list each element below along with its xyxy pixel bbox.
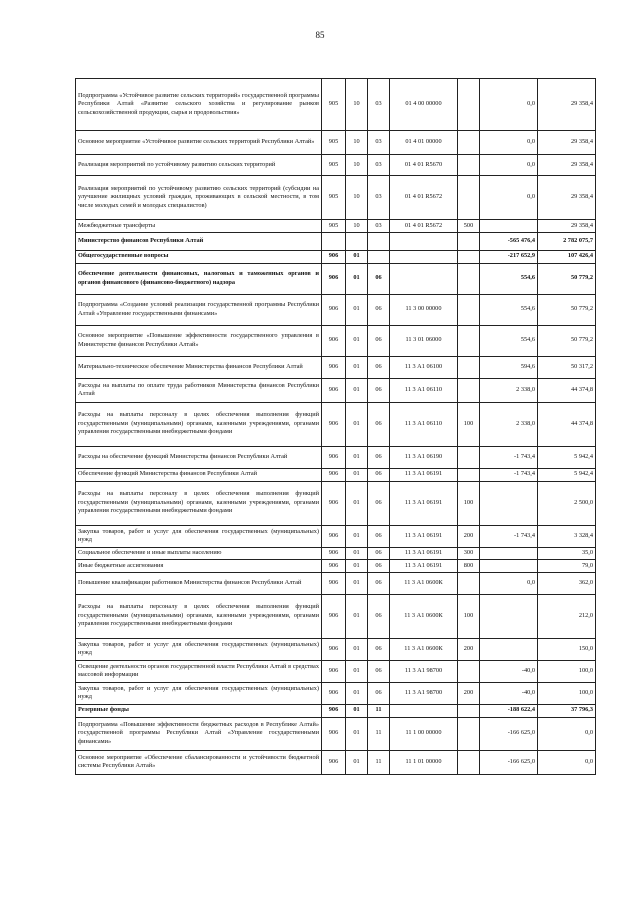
row-section-code-cell: [346, 232, 368, 250]
row-total-amount-cell: 29 358,4: [538, 220, 596, 233]
row-section-code-cell: 10: [346, 155, 368, 176]
row-department-code-cell: 906: [322, 560, 346, 573]
row-section-code-cell: 01: [346, 481, 368, 525]
row-department-code-cell: 906: [322, 263, 346, 294]
table-row: [76, 155, 596, 176]
row-change-amount-cell: -1 743,4: [480, 468, 538, 481]
row-target-item-cell: 11 3 А1 06100: [390, 356, 458, 378]
table-row: [76, 79, 596, 131]
row-change-amount-cell: 0,0: [480, 131, 538, 155]
row-subsection-code-cell: 06: [368, 378, 390, 402]
row-name-cell: Основное мероприятие «Повышение эффективности государственного управления в Министерстве финансов Республики Алтай»: [76, 325, 322, 356]
row-total-amount-cell: 5 942,4: [538, 468, 596, 481]
row-expense-type-cell: 100: [458, 402, 480, 446]
row-department-code-cell: [322, 232, 346, 250]
row-department-code-cell: 906: [322, 481, 346, 525]
row-target-item-cell: 11 1 00 00000: [390, 717, 458, 750]
row-department-code-cell: 906: [322, 750, 346, 774]
row-change-amount-cell: -40,0: [480, 660, 538, 682]
table-row: [76, 325, 596, 356]
table-row: [76, 402, 596, 446]
row-name-cell: Повышение квалификации работников Министерства финансов Республики Алтай: [76, 572, 322, 594]
row-name-cell: Закупка товаров, работ и услуг для обеспечения государственных (муниципальных) нужд: [76, 682, 322, 704]
row-subsection-code-cell: [368, 232, 390, 250]
table-row: [76, 250, 596, 263]
row-change-amount-cell: 2 338,0: [480, 378, 538, 402]
row-name-cell: Расходы на выплаты персоналу в целях обеспечения выполнения функций государственными (муниципальными) органами, казенными учреждениями, органами управления государственными внебюджетными фондами: [76, 594, 322, 638]
row-target-item-cell: [390, 250, 458, 263]
row-expense-type-cell: [458, 750, 480, 774]
row-department-code-cell: 906: [322, 402, 346, 446]
row-total-amount-cell: 29 358,4: [538, 131, 596, 155]
row-subsection-code-cell: 11: [368, 704, 390, 717]
row-department-code-cell: 906: [322, 717, 346, 750]
table-row: [76, 263, 596, 294]
row-target-item-cell: 11 3 А1 06190: [390, 446, 458, 468]
row-subsection-code-cell: 11: [368, 750, 390, 774]
row-total-amount-cell: 5 942,4: [538, 446, 596, 468]
row-name-cell: Подпрограмма «Создание условий реализации государственной программы Республики Алтай «Управление государственными финансами»: [76, 294, 322, 325]
row-target-item-cell: 11 3 А1 06191: [390, 547, 458, 560]
row-subsection-code-cell: 06: [368, 325, 390, 356]
table-row: [76, 446, 596, 468]
row-total-amount-cell: 150,0: [538, 638, 596, 660]
row-total-amount-cell: 362,0: [538, 572, 596, 594]
row-section-code-cell: 10: [346, 220, 368, 233]
row-subsection-code-cell: 06: [368, 446, 390, 468]
row-target-item-cell: 11 3 А1 98700: [390, 682, 458, 704]
row-change-amount-cell: -188 622,4: [480, 704, 538, 717]
row-subsection-code-cell: 06: [368, 468, 390, 481]
row-section-code-cell: 01: [346, 638, 368, 660]
table-row: [76, 294, 596, 325]
row-change-amount-cell: [480, 547, 538, 560]
row-change-amount-cell: -166 625,0: [480, 717, 538, 750]
budget-table-body: [76, 79, 596, 775]
row-subsection-code-cell: 06: [368, 481, 390, 525]
table-row: [76, 525, 596, 547]
row-department-code-cell: 906: [322, 547, 346, 560]
row-subsection-code-cell: 06: [368, 263, 390, 294]
table-row: [76, 547, 596, 560]
row-expense-type-cell: 100: [458, 594, 480, 638]
row-section-code-cell: 01: [346, 750, 368, 774]
row-name-cell: Освещение деятельности органов государственной власти Республики Алтай в средствах массовой информации: [76, 660, 322, 682]
row-expense-type-cell: 200: [458, 525, 480, 547]
row-expense-type-cell: [458, 356, 480, 378]
table-row: [76, 356, 596, 378]
row-target-item-cell: 11 3 А1 06191: [390, 481, 458, 525]
row-change-amount-cell: [480, 638, 538, 660]
row-name-cell: Основное мероприятие «Обеспечение сбалансированности и устойчивости бюджетной системы Республики Алтай»: [76, 750, 322, 774]
row-subsection-code-cell: 06: [368, 356, 390, 378]
row-expense-type-cell: [458, 717, 480, 750]
table-row: [76, 638, 596, 660]
row-total-amount-cell: 29 358,4: [538, 79, 596, 131]
row-change-amount-cell: -217 652,9: [480, 250, 538, 263]
row-total-amount-cell: 2 500,0: [538, 481, 596, 525]
row-section-code-cell: 01: [346, 560, 368, 573]
row-department-code-cell: 906: [322, 525, 346, 547]
row-department-code-cell: 905: [322, 176, 346, 220]
row-section-code-cell: 10: [346, 131, 368, 155]
row-total-amount-cell: 79,0: [538, 560, 596, 573]
row-target-item-cell: 11 3 А1 06191: [390, 560, 458, 573]
row-department-code-cell: 905: [322, 155, 346, 176]
row-target-item-cell: 01 4 00 00000: [390, 79, 458, 131]
row-name-cell: Иные бюджетные ассигнования: [76, 560, 322, 573]
row-expense-type-cell: [458, 378, 480, 402]
row-section-code-cell: 10: [346, 176, 368, 220]
row-subsection-code-cell: 06: [368, 638, 390, 660]
row-department-code-cell: 906: [322, 704, 346, 717]
row-change-amount-cell: 554,6: [480, 294, 538, 325]
row-change-amount-cell: 594,6: [480, 356, 538, 378]
row-expense-type-cell: [458, 294, 480, 325]
row-change-amount-cell: -40,0: [480, 682, 538, 704]
row-change-amount-cell: 0,0: [480, 155, 538, 176]
row-target-item-cell: 11 3 А1 0600К: [390, 572, 458, 594]
row-department-code-cell: 906: [322, 446, 346, 468]
row-total-amount-cell: 0,0: [538, 717, 596, 750]
table-row: [76, 131, 596, 155]
table-row: [76, 572, 596, 594]
table-row: [76, 220, 596, 233]
page-number: 85: [315, 30, 325, 40]
row-name-cell: Расходы на выплаты по оплате труда работников Министерства финансов Республики Алтай: [76, 378, 322, 402]
row-section-code-cell: 10: [346, 79, 368, 131]
row-department-code-cell: 906: [322, 325, 346, 356]
row-department-code-cell: 906: [322, 638, 346, 660]
row-subsection-code-cell: 03: [368, 79, 390, 131]
row-section-code-cell: 01: [346, 325, 368, 356]
row-change-amount-cell: [480, 594, 538, 638]
row-section-code-cell: 01: [346, 717, 368, 750]
row-name-cell: Министерство финансов Республики Алтай: [76, 232, 322, 250]
row-expense-type-cell: [458, 446, 480, 468]
row-name-cell: Реализация мероприятий по устойчивому развитию сельских территорий (субсидии на улучшение жилищных условий граждан, проживающих в сельской местности, в том числе молодых семей и молодых специалистов): [76, 176, 322, 220]
row-department-code-cell: 906: [322, 594, 346, 638]
row-name-cell: Расходы на обеспечение функций Министерства финансов Республики Алтай: [76, 446, 322, 468]
row-section-code-cell: 01: [346, 468, 368, 481]
table-row: [76, 560, 596, 573]
row-name-cell: Основное мероприятие «Устойчивое развитие сельских территорий Республики Алтай»: [76, 131, 322, 155]
row-subsection-code-cell: 06: [368, 547, 390, 560]
row-expense-type-cell: 500: [458, 220, 480, 233]
row-subsection-code-cell: [368, 250, 390, 263]
row-target-item-cell: 11 1 01 00000: [390, 750, 458, 774]
table-row: [76, 704, 596, 717]
row-target-item-cell: 11 3 А1 0600К: [390, 638, 458, 660]
row-department-code-cell: 905: [322, 131, 346, 155]
row-target-item-cell: 11 3 А1 98700: [390, 660, 458, 682]
row-total-amount-cell: 2 782 075,7: [538, 232, 596, 250]
row-section-code-cell: 01: [346, 356, 368, 378]
row-name-cell: Резервные фонды: [76, 704, 322, 717]
row-change-amount-cell: 554,6: [480, 325, 538, 356]
budget-table: [75, 78, 596, 775]
row-section-code-cell: 01: [346, 660, 368, 682]
table-row: [76, 717, 596, 750]
row-name-cell: Материально-техническое обеспечение Министерства финансов Республики Алтай: [76, 356, 322, 378]
row-total-amount-cell: 29 358,4: [538, 176, 596, 220]
row-expense-type-cell: [458, 250, 480, 263]
row-total-amount-cell: 100,0: [538, 660, 596, 682]
table-row: [76, 481, 596, 525]
row-department-code-cell: 906: [322, 682, 346, 704]
row-change-amount-cell: 0,0: [480, 572, 538, 594]
row-department-code-cell: 906: [322, 294, 346, 325]
row-subsection-code-cell: 03: [368, 155, 390, 176]
row-department-code-cell: 906: [322, 660, 346, 682]
row-department-code-cell: 905: [322, 79, 346, 131]
row-expense-type-cell: [458, 468, 480, 481]
row-name-cell: Общегосударственные вопросы: [76, 250, 322, 263]
row-target-item-cell: 11 3 00 00000: [390, 294, 458, 325]
row-total-amount-cell: 100,0: [538, 682, 596, 704]
row-target-item-cell: 01 4 01 R5672: [390, 176, 458, 220]
row-total-amount-cell: 50 317,2: [538, 356, 596, 378]
table-row: [76, 750, 596, 774]
table-row: [76, 176, 596, 220]
row-total-amount-cell: 37 796,3: [538, 704, 596, 717]
row-total-amount-cell: 44 374,8: [538, 402, 596, 446]
row-name-cell: Подпрограмма «Повышение эффективности бюджетных расходов в Республике Алтай» государственной программы Республики Алтай «Управление государственными финансами»: [76, 717, 322, 750]
row-section-code-cell: 01: [346, 446, 368, 468]
row-total-amount-cell: 212,0: [538, 594, 596, 638]
table-row: [76, 594, 596, 638]
row-expense-type-cell: [458, 572, 480, 594]
row-total-amount-cell: 0,0: [538, 750, 596, 774]
table-row: [76, 682, 596, 704]
row-total-amount-cell: 35,0: [538, 547, 596, 560]
row-expense-type-cell: 300: [458, 547, 480, 560]
row-section-code-cell: 01: [346, 525, 368, 547]
row-target-item-cell: 11 3 01 06000: [390, 325, 458, 356]
row-department-code-cell: 906: [322, 356, 346, 378]
row-name-cell: Подпрограмма «Устойчивое развитие сельских территорий» государственной программы Республики Алтай «Развитие сельского хозяйства и регулирование рынков сельскохозяйственной продукции, сырья и продовольствия»: [76, 79, 322, 131]
row-target-item-cell: 11 3 А1 06191: [390, 468, 458, 481]
row-department-code-cell: 906: [322, 378, 346, 402]
row-section-code-cell: 01: [346, 547, 368, 560]
row-change-amount-cell: -1 743,4: [480, 525, 538, 547]
row-subsection-code-cell: 03: [368, 220, 390, 233]
row-subsection-code-cell: 06: [368, 294, 390, 325]
row-change-amount-cell: -565 476,4: [480, 232, 538, 250]
row-subsection-code-cell: 06: [368, 594, 390, 638]
row-expense-type-cell: [458, 660, 480, 682]
row-subsection-code-cell: 06: [368, 660, 390, 682]
row-section-code-cell: 01: [346, 263, 368, 294]
row-total-amount-cell: 50 779,2: [538, 294, 596, 325]
row-target-item-cell: 11 3 А1 06110: [390, 402, 458, 446]
row-name-cell: Обеспечение деятельности финансовых, налоговых и таможенных органов и органов финансового (финансово-бюджетного) надзора: [76, 263, 322, 294]
row-subsection-code-cell: 03: [368, 176, 390, 220]
row-department-code-cell: 906: [322, 250, 346, 263]
row-expense-type-cell: [458, 704, 480, 717]
table-row: [76, 660, 596, 682]
row-department-code-cell: 906: [322, 468, 346, 481]
row-subsection-code-cell: 06: [368, 560, 390, 573]
row-expense-type-cell: [458, 232, 480, 250]
row-change-amount-cell: 0,0: [480, 176, 538, 220]
row-expense-type-cell: [458, 155, 480, 176]
row-subsection-code-cell: 06: [368, 572, 390, 594]
row-total-amount-cell: 29 358,4: [538, 155, 596, 176]
table-row: [76, 232, 596, 250]
row-section-code-cell: 01: [346, 572, 368, 594]
row-change-amount-cell: [480, 481, 538, 525]
row-expense-type-cell: [458, 79, 480, 131]
row-expense-type-cell: 200: [458, 682, 480, 704]
table-row: [76, 468, 596, 481]
row-total-amount-cell: 107 426,4: [538, 250, 596, 263]
row-name-cell: Социальное обеспечение и иные выплаты населению: [76, 547, 322, 560]
row-target-item-cell: 01 4 01 00000: [390, 131, 458, 155]
row-subsection-code-cell: 06: [368, 682, 390, 704]
row-section-code-cell: 01: [346, 378, 368, 402]
row-change-amount-cell: -166 625,0: [480, 750, 538, 774]
row-change-amount-cell: 2 338,0: [480, 402, 538, 446]
row-name-cell: Закупка товаров, работ и услуг для обеспечения государственных (муниципальных) нужд: [76, 525, 322, 547]
row-total-amount-cell: 3 328,4: [538, 525, 596, 547]
row-name-cell: Обеспечение функций Министерства финансов Республики Алтай: [76, 468, 322, 481]
row-expense-type-cell: 800: [458, 560, 480, 573]
row-section-code-cell: 01: [346, 704, 368, 717]
row-change-amount-cell: [480, 560, 538, 573]
row-expense-type-cell: 100: [458, 481, 480, 525]
row-subsection-code-cell: 03: [368, 131, 390, 155]
row-target-item-cell: 11 3 А1 06110: [390, 378, 458, 402]
row-section-code-cell: 01: [346, 402, 368, 446]
row-total-amount-cell: 50 779,2: [538, 263, 596, 294]
row-total-amount-cell: 44 374,8: [538, 378, 596, 402]
row-section-code-cell: 01: [346, 250, 368, 263]
table-row: [76, 378, 596, 402]
row-section-code-cell: 01: [346, 294, 368, 325]
row-target-item-cell: [390, 704, 458, 717]
row-section-code-cell: 01: [346, 594, 368, 638]
row-change-amount-cell: -1 743,4: [480, 446, 538, 468]
row-total-amount-cell: 50 779,2: [538, 325, 596, 356]
row-target-item-cell: 11 3 А1 06191: [390, 525, 458, 547]
row-name-cell: Межбюджетные трансферты: [76, 220, 322, 233]
row-expense-type-cell: [458, 325, 480, 356]
row-target-item-cell: 11 3 А1 0600К: [390, 594, 458, 638]
row-expense-type-cell: [458, 131, 480, 155]
row-name-cell: Закупка товаров, работ и услуг для обеспечения государственных (муниципальных) нужд: [76, 638, 322, 660]
row-target-item-cell: 01 4 01 R5672: [390, 220, 458, 233]
row-expense-type-cell: 200: [458, 638, 480, 660]
row-subsection-code-cell: 06: [368, 525, 390, 547]
row-section-code-cell: 01: [346, 682, 368, 704]
row-name-cell: Реализация мероприятий по устойчивому развитию сельских территорий: [76, 155, 322, 176]
row-target-item-cell: 01 4 01 R5670: [390, 155, 458, 176]
row-target-item-cell: [390, 263, 458, 294]
row-department-code-cell: 905: [322, 220, 346, 233]
row-department-code-cell: 906: [322, 572, 346, 594]
row-subsection-code-cell: 06: [368, 402, 390, 446]
row-name-cell: Расходы на выплаты персоналу в целях обеспечения выполнения функций государственными (муниципальными) органами, казенными учреждениями, органами управления государственными внебюджетными фондами: [76, 481, 322, 525]
row-target-item-cell: [390, 232, 458, 250]
row-change-amount-cell: 0,0: [480, 79, 538, 131]
row-expense-type-cell: [458, 176, 480, 220]
row-subsection-code-cell: 11: [368, 717, 390, 750]
row-expense-type-cell: [458, 263, 480, 294]
row-change-amount-cell: 554,6: [480, 263, 538, 294]
row-change-amount-cell: [480, 220, 538, 233]
row-name-cell: Расходы на выплаты персоналу в целях обеспечения выполнения функций государственными (муниципальными) органами, казенными учреждениями, органами управления государственными внебюджетными фондами: [76, 402, 322, 446]
